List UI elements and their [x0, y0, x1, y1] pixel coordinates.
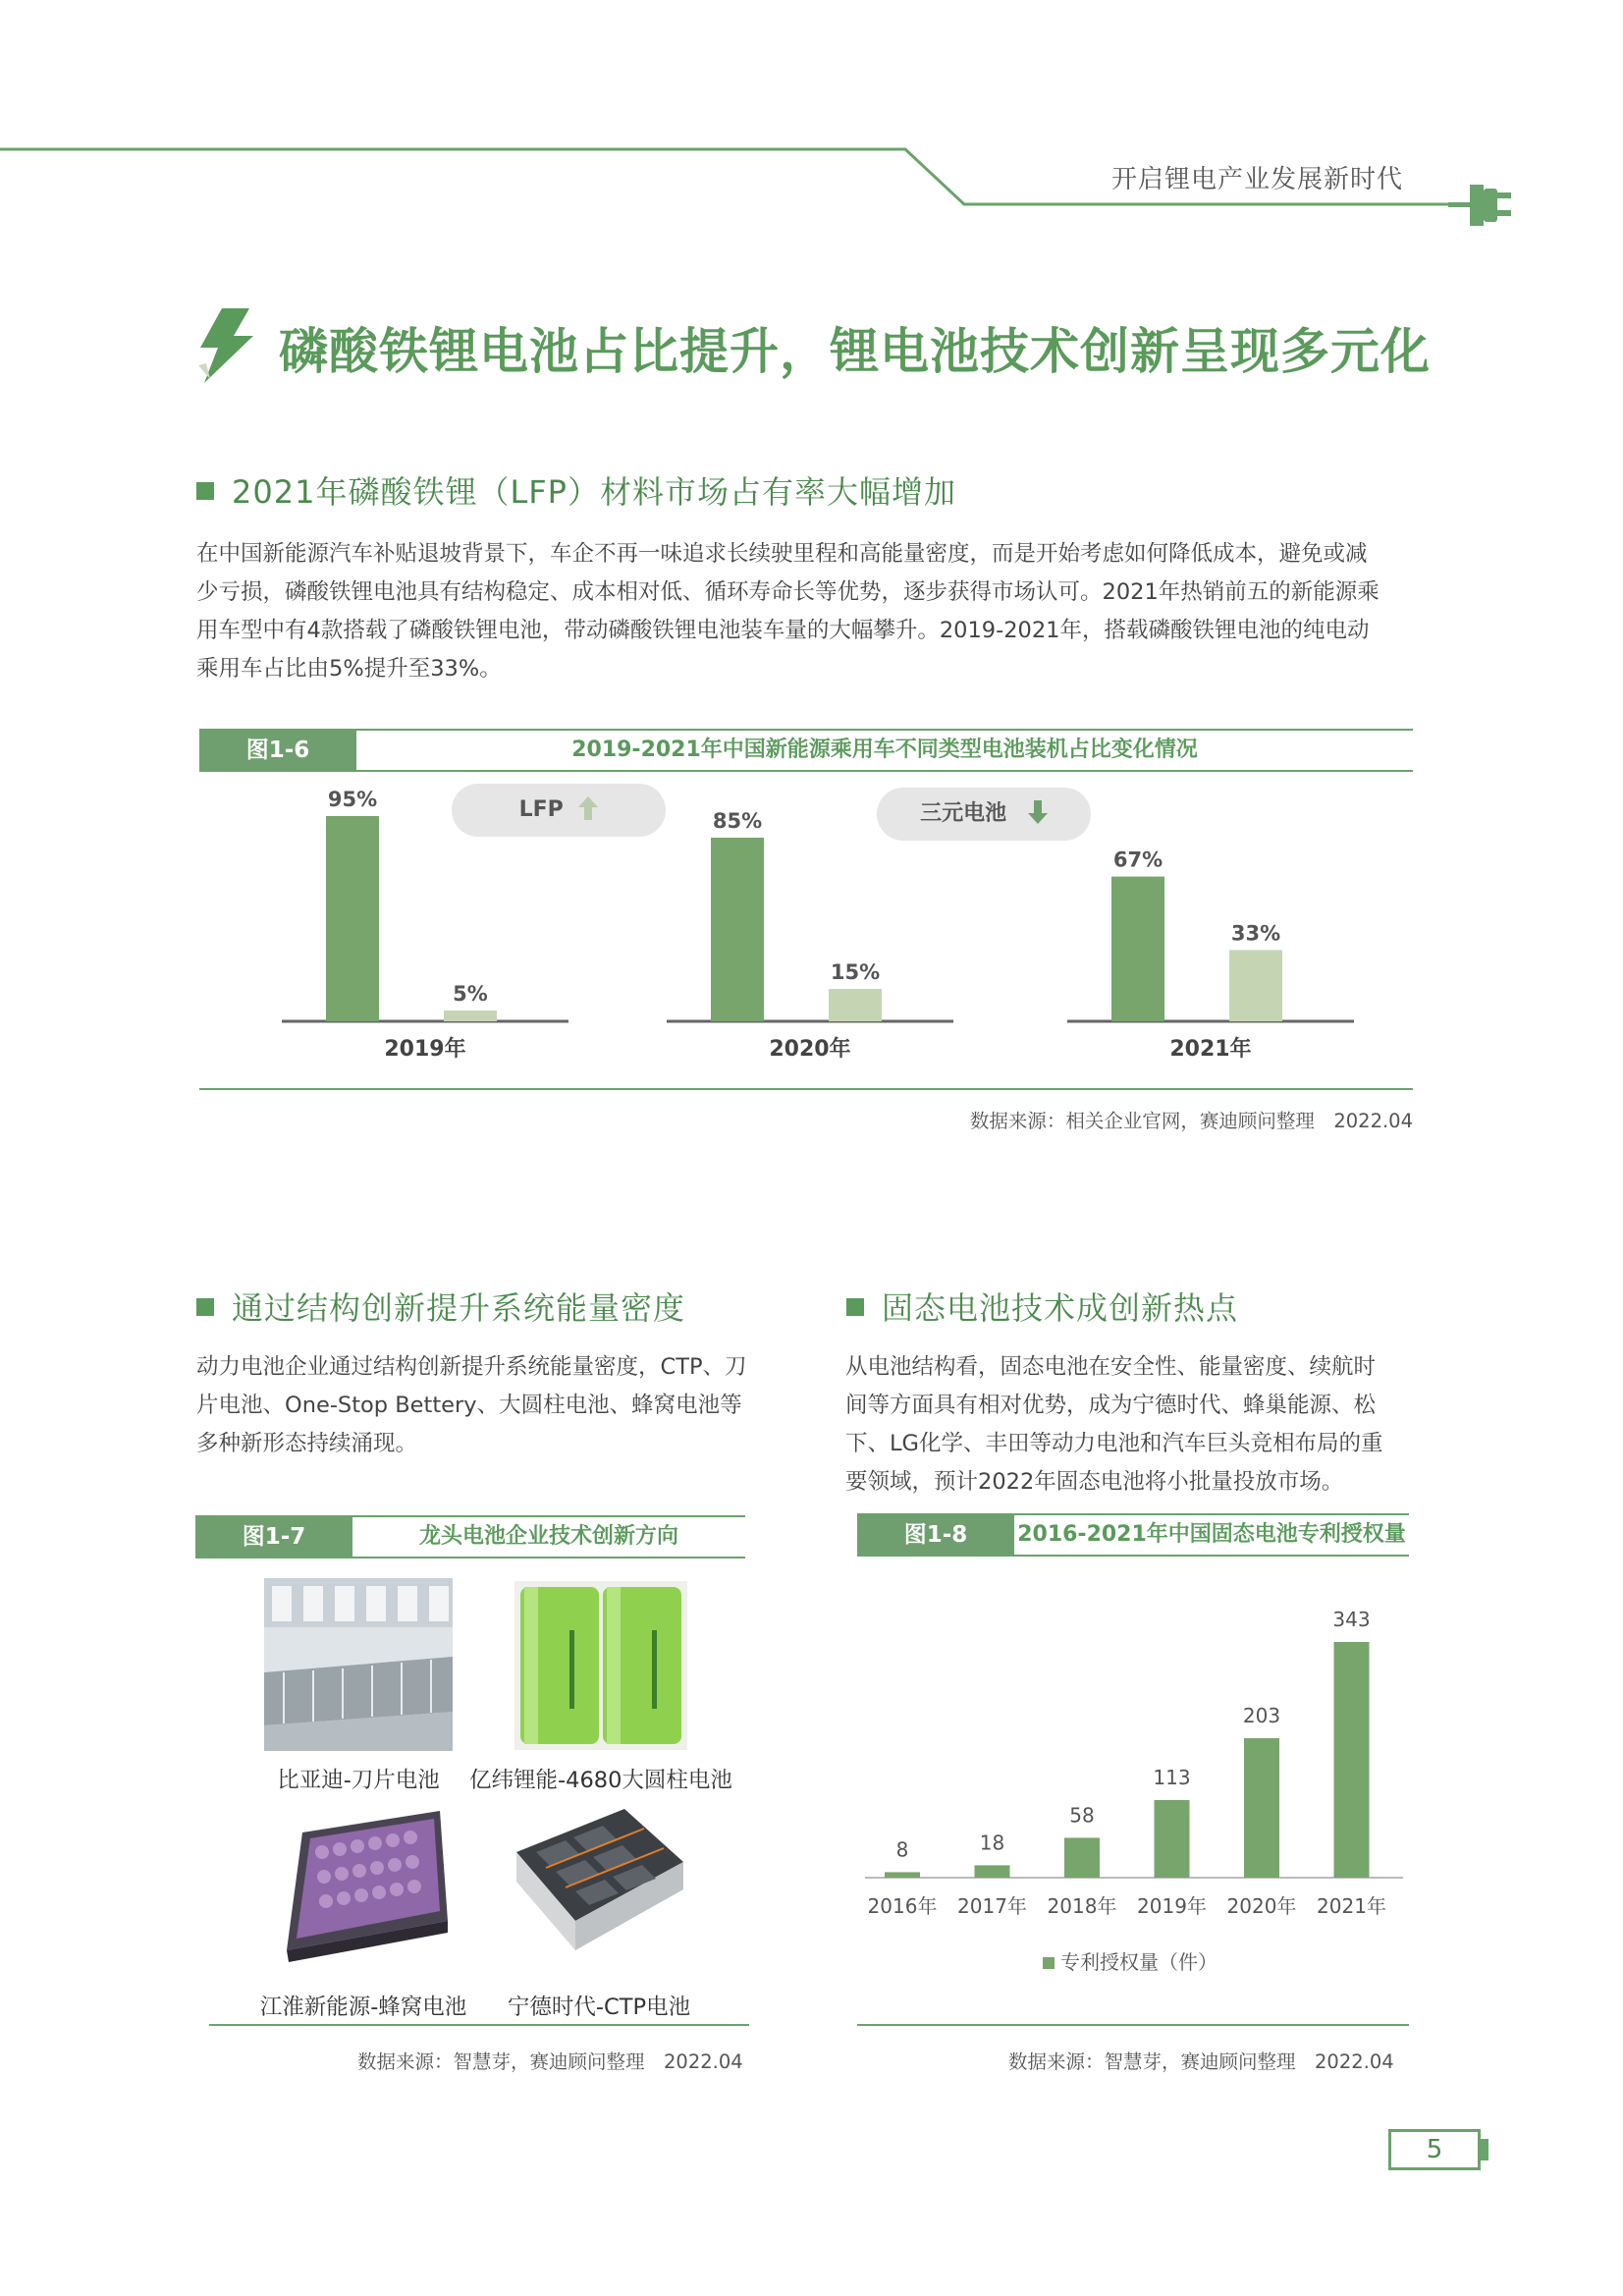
data-label: 95%	[327, 788, 378, 811]
section-heading-text: 通过结构创新提升系统能量密度	[232, 1289, 686, 1327]
paragraph-line: 要领域，预计2022年固态电池将小批量投放市场。	[845, 1469, 1344, 1495]
category-label: 2020年	[1226, 1894, 1297, 1918]
figure-label: 图1-7	[195, 1517, 352, 1557]
category-label: 2021年	[1317, 1894, 1386, 1918]
bar	[1111, 877, 1164, 1021]
data-label: 33%	[1230, 921, 1281, 946]
ctp-battery-photo	[507, 1803, 687, 1960]
figure-title-bar	[195, 1515, 745, 1558]
legend-ternary-label: 三元电池	[920, 801, 1007, 826]
data-label: 15%	[830, 960, 881, 984]
paragraph-line: 在中国新能源汽车补贴退坡背景下，车企不再一味追求长续驶里程和高能量密度，而是开始考虑如何降低成本，避免或减	[196, 541, 1368, 567]
bar	[444, 1011, 497, 1021]
section3-paragraph	[845, 1348, 1415, 1502]
category-label: 2020年	[769, 1037, 851, 1062]
paragraph-line: 从电池结构看，固态电池在安全性、能量密度、续航时	[845, 1354, 1377, 1380]
bullet-square-icon	[196, 482, 214, 500]
divider-line	[857, 2024, 1409, 2026]
legend-label: 专利授权量（件）	[1060, 1950, 1217, 1974]
category-label: 2019年	[1137, 1894, 1207, 1918]
bar	[1334, 1642, 1370, 1878]
photo-caption: 比亚迪-刀片电池	[277, 1768, 440, 1793]
photo-caption: 江淮新能源-蜂窝电池	[259, 1995, 467, 2020]
figure-label: 图1-8	[857, 1515, 1014, 1555]
data-label: 113	[1153, 1765, 1191, 1789]
paragraph-line: 片电池、One-Stop Bettery、大圆柱电池、蜂窝电池等	[196, 1393, 742, 1418]
data-label: 8	[895, 1837, 909, 1862]
bar	[711, 838, 764, 1021]
chart-patents	[857, 1571, 1409, 1925]
paragraph-line: 间等方面具有相对优势，成为宁德时代、蜂巢能源、松	[845, 1393, 1377, 1418]
paragraph-line: 多种新形态持续涌现。	[196, 1431, 418, 1456]
bar	[1229, 950, 1282, 1021]
paragraph-line: 乘用车占比由5%提升至33%。	[196, 656, 502, 682]
legend-swatch	[1043, 1957, 1055, 1969]
bar	[829, 989, 882, 1021]
page-number: 5	[1388, 2129, 1481, 2170]
plug-icon	[1448, 185, 1511, 226]
data-label: 67%	[1112, 847, 1163, 872]
bar	[885, 1872, 920, 1878]
paragraph-line: 少亏损，磷酸铁锂电池具有结构稳定、成本相对低、循环寿命长等优势，逐步获得市场认可。2021年热销前五的新能源乘	[196, 579, 1380, 605]
figure-source: 数据来源：智慧芽，赛迪顾问整理 2022.04	[357, 2050, 743, 2073]
section1-paragraph	[196, 535, 1416, 688]
section-heading-text: 固态电池技术成创新热点	[882, 1289, 1239, 1327]
data-label: 343	[1332, 1608, 1371, 1631]
data-label: 85%	[712, 809, 763, 833]
photo-caption: 亿纬锂能-4680大圆柱电池	[469, 1768, 732, 1793]
section-heading-text: 2021年磷酸铁锂（LFP）材料市场占有率大幅增加	[232, 473, 956, 511]
category-label: 2017年	[957, 1894, 1027, 1918]
chart-legend	[1043, 1946, 1217, 1975]
figure-title: 2019-2021年中国新能源乘用车不同类型电池装机占比变化情况	[571, 738, 1198, 762]
header-title: 开启锂电产业发展新时代	[1110, 165, 1403, 194]
honeycomb-battery-photo	[273, 1803, 454, 1966]
data-label: 203	[1242, 1703, 1281, 1727]
paragraph-line: 动力电池企业通过结构创新提升系统能量密度，CTP、刀	[196, 1354, 747, 1380]
section-heading-lfp	[196, 467, 956, 513]
divider-line	[199, 1088, 1413, 1090]
data-label: 58	[1069, 1803, 1095, 1828]
battery-cap-icon	[1481, 2139, 1488, 2160]
bar	[1244, 1738, 1279, 1878]
figure-title-bar	[857, 1513, 1409, 1557]
bar	[1155, 1800, 1190, 1878]
blade-battery-photo	[264, 1578, 453, 1751]
data-label: 18	[979, 1831, 1005, 1855]
category-label: 2019年	[384, 1037, 466, 1062]
bullet-square-icon	[846, 1298, 864, 1316]
bar	[326, 816, 379, 1021]
bar	[975, 1865, 1010, 1878]
figure-title: 龙头电池企业技术创新方向	[418, 1524, 678, 1549]
figure-title-bar	[199, 729, 1413, 772]
figure-label: 图1-6	[199, 731, 356, 770]
chart-battery-share	[199, 776, 1413, 1070]
figure-source: 数据来源：相关企业官网，赛迪顾问整理 2022.04	[969, 1110, 1413, 1132]
cylindrical-battery-photo	[514, 1581, 687, 1750]
data-label: 5%	[453, 982, 488, 1006]
section-heading-structure	[196, 1284, 685, 1329]
category-label: 2016年	[867, 1894, 938, 1918]
section2-paragraph	[196, 1348, 766, 1463]
figure-title: 2016-2021年中国固态电池专利授权量	[1017, 1522, 1406, 1547]
photo-caption: 宁德时代-CTP电池	[507, 1995, 691, 2020]
legend-lfp-label: LFP	[518, 797, 564, 822]
paragraph-line: 下、LG化学、丰田等动力电池和汽车巨头竞相布局的重	[845, 1431, 1383, 1456]
paragraph-line: 用车型中有4款搭载了磷酸铁锂电池，带动磷酸铁锂电池装车量的大幅攀升。2019-2021年，搭载磷酸铁锂电池的纯电动	[196, 618, 1370, 643]
divider-line	[209, 2024, 749, 2026]
bar	[1064, 1837, 1100, 1878]
category-label: 2021年	[1169, 1037, 1252, 1062]
bullet-square-icon	[196, 1298, 214, 1316]
main-title: 磷酸铁锂电池占比提升，锂电池技术创新呈现多元化	[279, 323, 1431, 380]
figure-source: 数据来源：智慧芽，赛迪顾问整理 2022.04	[1008, 2050, 1394, 2073]
lightning-icon	[192, 306, 261, 385]
section-heading-solid-state	[846, 1284, 1238, 1329]
category-label: 2018年	[1047, 1894, 1117, 1918]
